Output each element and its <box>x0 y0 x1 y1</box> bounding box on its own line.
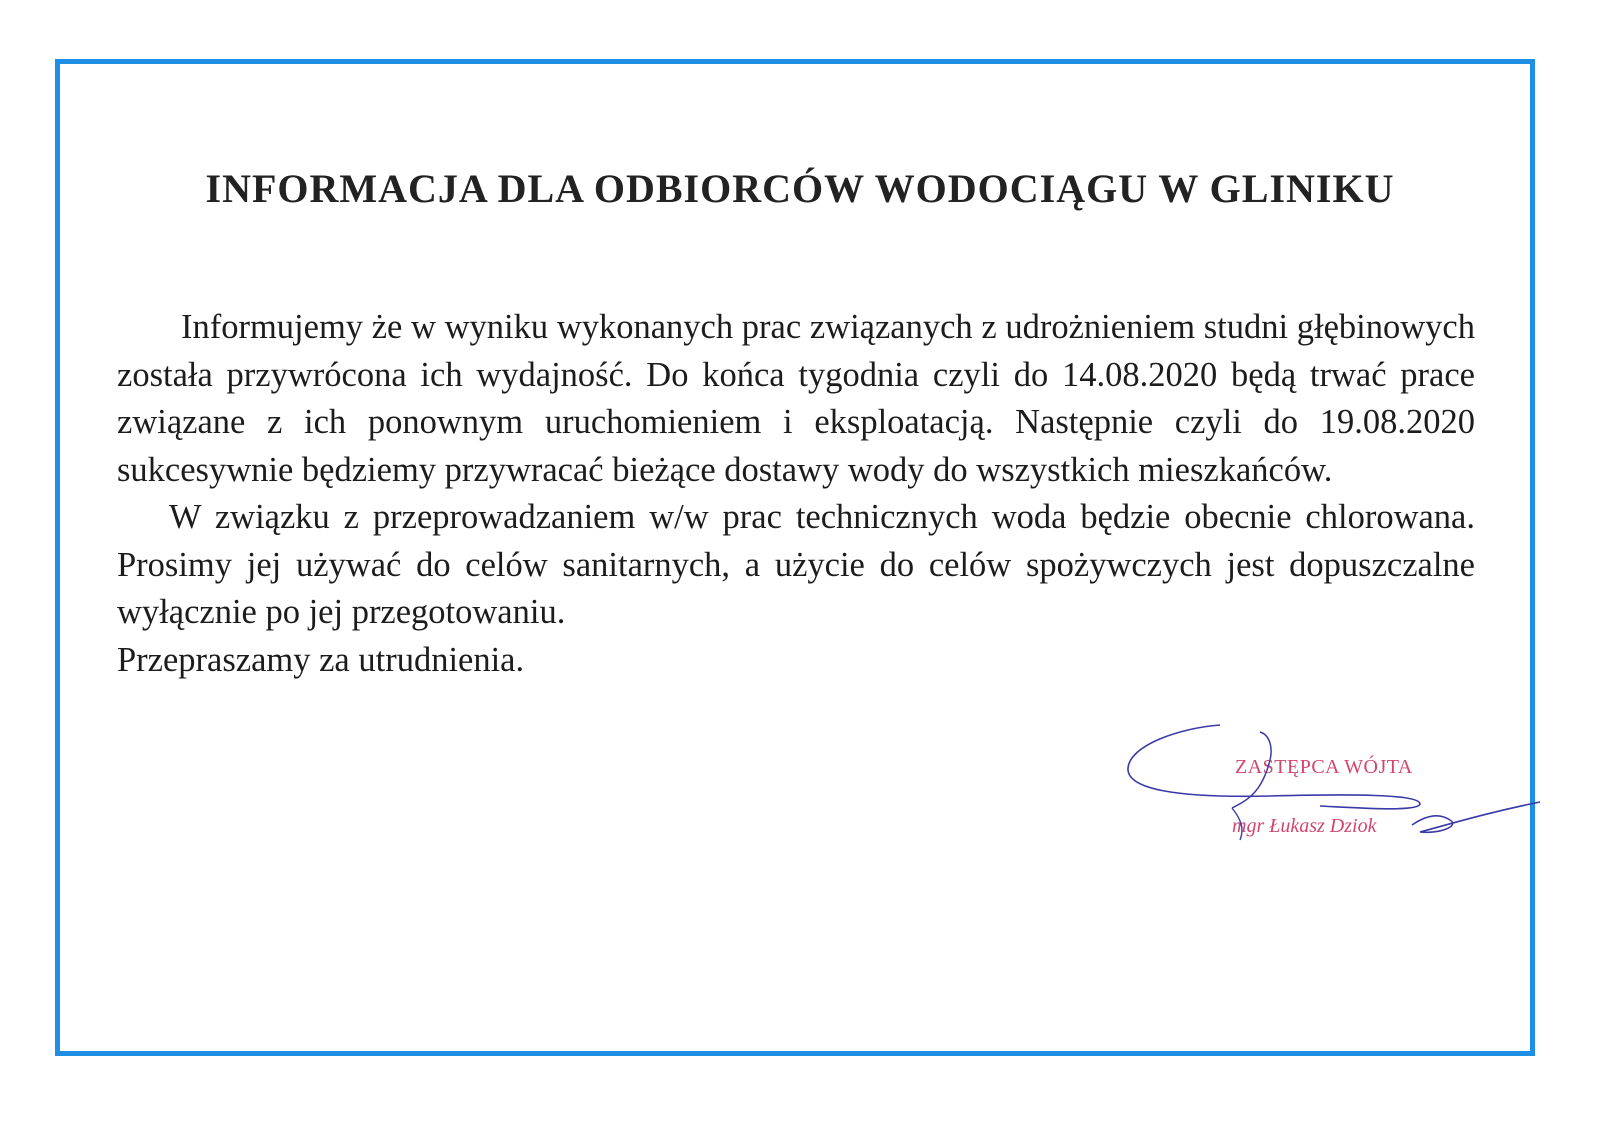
stamp-title: ZASTĘPCA WÓJTA <box>1235 756 1413 778</box>
handwritten-signature <box>1120 720 1560 870</box>
official-stamp <box>1120 720 1560 870</box>
paragraph-water-restoration: Informujemy że w wyniku wykonanych prac związanych z udrożnieniem studni głębinowych została przywrócona ich wydajność. Do końca tygodnia czyli do 14.08.2020 będą trwać prace związane z ich ponownym uruchomieniem i eksploatacją. Następnie czyli do 19.08.2020 sukcesywnie będziemy przywracać bieżące dostawy wody do wszystkich mieszkańców. <box>117 308 1475 489</box>
document-title: INFORMACJA DLA ODBIORCÓW WODOCIĄGU W GLINIKU <box>205 166 1395 211</box>
paragraph-chlorination: W związku z przeprowadzaniem w/w prac technicznych woda będzie obecnie chlorowana. Prosimy jej używać do celów sanitarnych, a użycie do celów spożywczych jest dopuszczalne wyłącznie po jej przegotowaniu. <box>117 498 1475 631</box>
paragraph-apology: Przepraszamy za utrudnienia. <box>117 640 525 679</box>
stamp-name: mgr Łukasz Dziok <box>1232 815 1377 837</box>
document-body <box>117 304 1475 684</box>
